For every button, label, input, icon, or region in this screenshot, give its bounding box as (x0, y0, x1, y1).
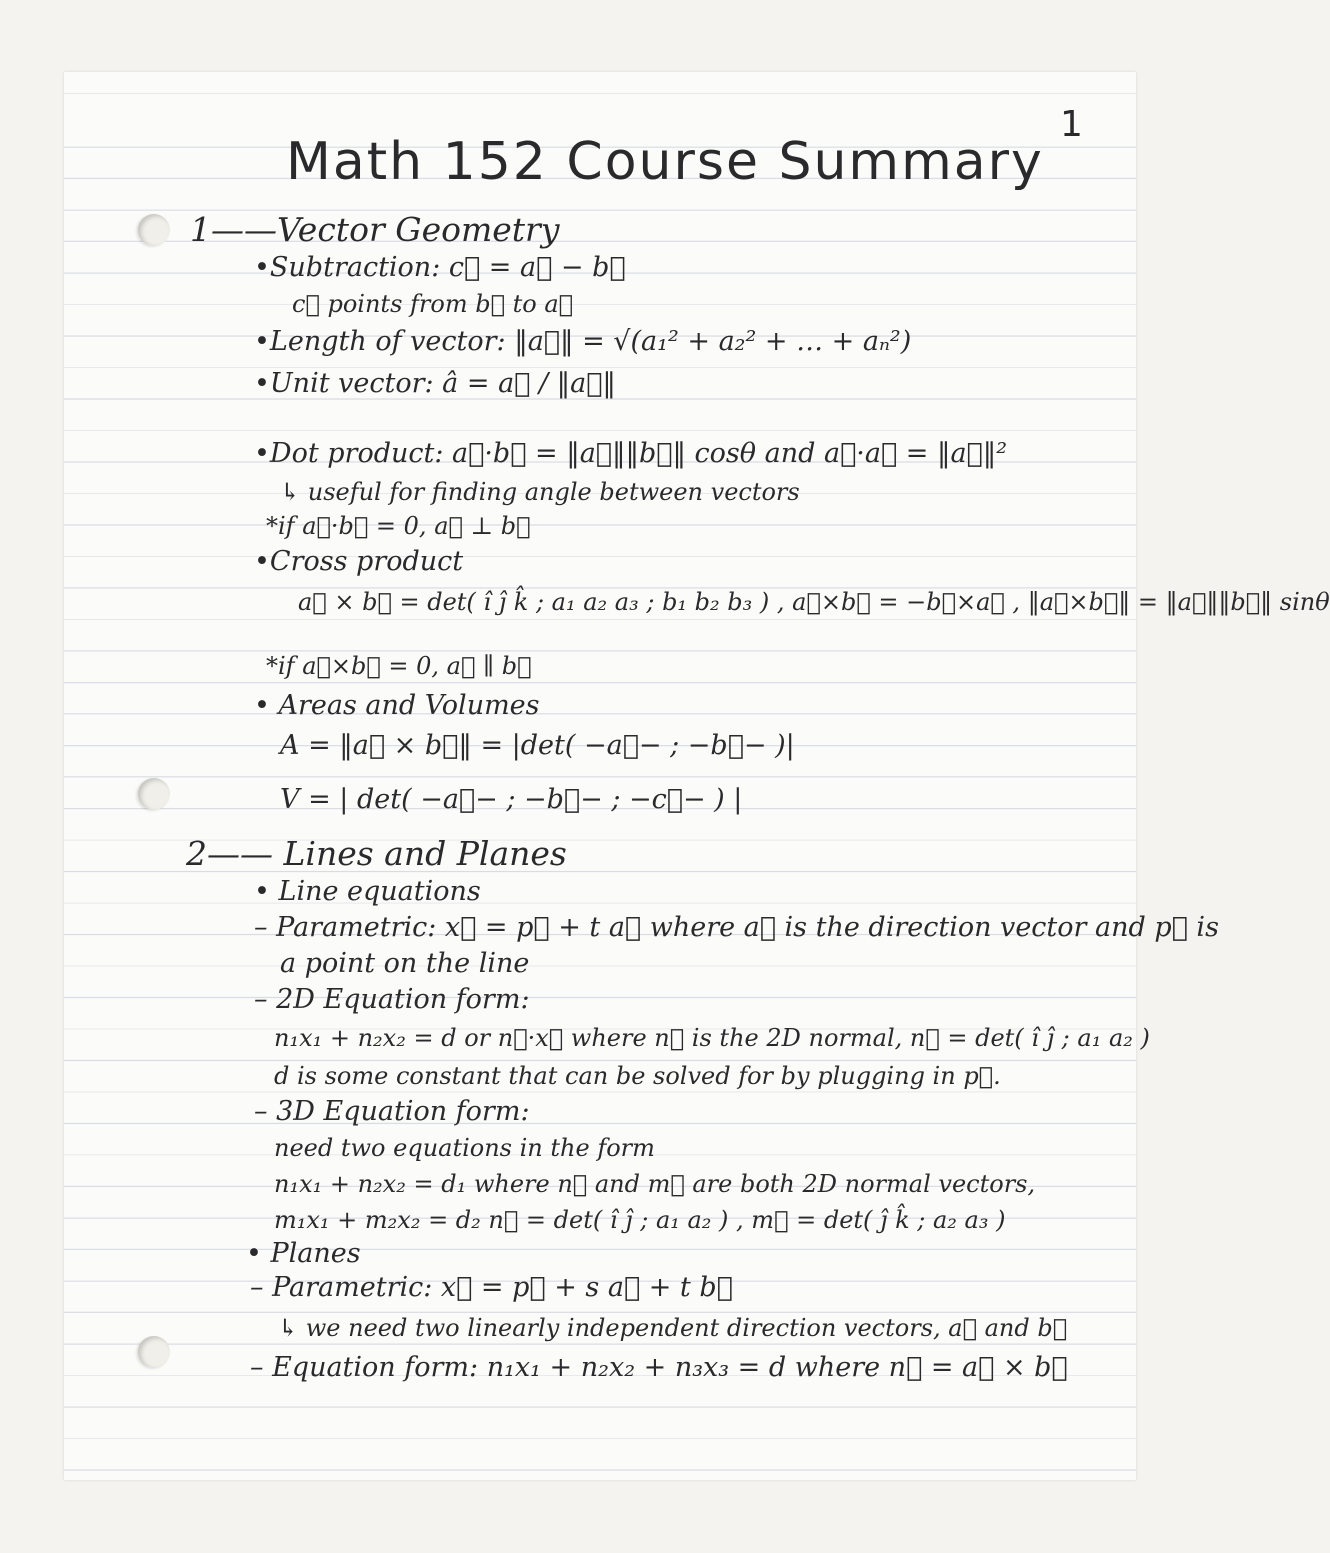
cross-product-heading: •Cross product (254, 546, 464, 577)
page-number: 1 (1060, 104, 1083, 145)
area-formula: A = ‖a⃗ × b⃗‖ = |det( −a⃗− ; −b⃗− )| (280, 730, 795, 761)
plane-parametric-note: ↳ we need two linearly independent direction vectors, a⃗ and b⃗ (278, 1314, 1068, 1342)
line-2d-formula: n₁x₁ + n₂x₂ = d or n⃗·x⃗ where n⃗ is the 2D normal, n⃗ = det( î ĵ ; a₁ a₂ ) (274, 1024, 1150, 1052)
page-title: Math 152 Course Summary (286, 132, 1044, 192)
line-parametric-cont: a point on the line (280, 948, 530, 979)
dot-product-line: •Dot product: a⃗·b⃗ = ‖a⃗‖‖b⃗‖ cosθ and a⃗·a⃗ = ‖a⃗‖² (254, 438, 1008, 469)
section-1-heading: 1——Vector Geometry (190, 210, 560, 249)
line-equations-heading: • Line equations (254, 876, 481, 907)
unit-vector-line: •Unit vector: â = a⃗ / ‖a⃗‖ (254, 368, 616, 399)
areas-volumes-heading: • Areas and Volumes (254, 690, 540, 721)
parallel-note: *if a⃗×b⃗ = 0, a⃗ ∥ b⃗ (266, 652, 532, 680)
line-3d-note: need two equations in the form (274, 1134, 655, 1162)
plane-parametric: – Parametric: x⃗ = p⃗ + s a⃗ + t b⃗ (250, 1272, 733, 1303)
section-2-heading: 2—— Lines and Planes (186, 834, 567, 873)
vector-length-line: •Length of vector: ‖a⃗‖ = √(a₁² + a₂² + … + aₙ²) (254, 326, 912, 357)
perpendicular-note: *if a⃗·b⃗ = 0, a⃗ ⊥ b⃗ (266, 512, 531, 540)
notebook-page (64, 72, 1330, 1480)
line-3d-heading: – 3D Equation form: (254, 1096, 530, 1127)
dot-product-note: ↳ useful for finding angle between vectors (280, 478, 800, 506)
line-parametric: – Parametric: x⃗ = p⃗ + t a⃗ where a⃗ is the direction vector and p⃗ is (254, 912, 1219, 943)
line-2d-heading: – 2D Equation form: (254, 984, 530, 1015)
volume-formula: V = | det( −a⃗− ; −b⃗− ; −c⃗− ) | (280, 784, 743, 815)
subtraction-note: c⃗ points from b⃗ to a⃗ (292, 290, 574, 318)
planes-heading: • Planes (246, 1238, 361, 1269)
plane-equation-form: – Equation form: n₁x₁ + n₂x₂ + n₃x₃ = d where n⃗ = a⃗ × b⃗ (250, 1352, 1068, 1383)
line-3d-eq2: m₁x₁ + m₂x₂ = d₂ n⃗ = det( î ĵ ; a₁ a₂ ) , m⃗ = det( ĵ k̂ ; a₂ a₃ ) (274, 1206, 1006, 1234)
subtraction-line: •Subtraction: c⃗ = a⃗ − b⃗ (254, 252, 626, 283)
line-3d-eq1: n₁x₁ + n₂x₂ = d₁ where n⃗ and m⃗ are both 2D normal vectors, (274, 1170, 1036, 1198)
binder-hole-top (138, 214, 170, 246)
line-2d-note: d is some constant that can be solved for by plugging in p⃗. (274, 1062, 1001, 1090)
binder-hole-middle (138, 778, 170, 810)
cross-product-formula: a⃗ × b⃗ = det( î ĵ k̂ ; a₁ a₂ a₃ ; b₁ b₂ b₃ ) , a⃗×b⃗ = −b⃗×a⃗ , ‖a⃗×b⃗‖ = ‖a⃗‖‖b⃗‖ sinθ (298, 588, 1330, 616)
binder-hole-lower (138, 1336, 170, 1368)
